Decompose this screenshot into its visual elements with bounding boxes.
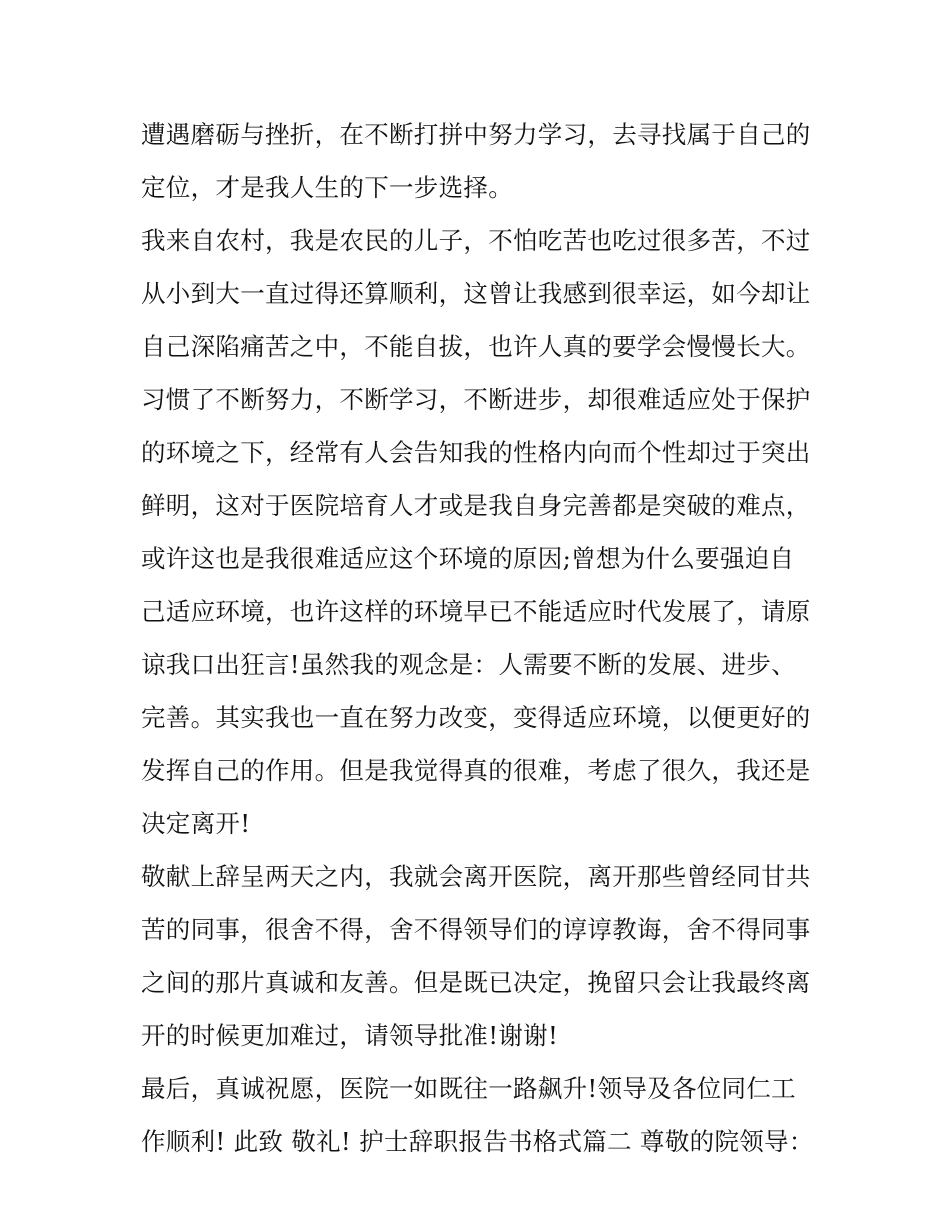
- text-line: 苦的同事，很舍不得，舍不得领导们的谆谆教诲，舍不得同事: [141, 915, 811, 944]
- text-line: 决定离开!: [141, 809, 251, 838]
- text-line: 从小到大一直过得还算顺利，这曾让我感到很幸运，如今却让: [141, 279, 811, 308]
- document-page: [141, 108, 821, 1168]
- text-line: 遭遇磨砺与挫折，在不断打拼中努力学习，去寻找属于自己的: [141, 120, 811, 149]
- text-line: 己适应环境，也许这样的环境早已不能适应时代发展了，请原: [141, 597, 811, 626]
- text-line: 完善。其实我也一直在努力改变，变得适应环境，以便更好的: [141, 703, 811, 732]
- text-line: 鲜明，这对于医院培育人才或是我自身完善都是突破的难点，: [141, 491, 811, 520]
- text-line: 敬献上辞呈两天之内，我就会离开医院，离开那些曾经同甘共: [141, 862, 811, 891]
- text-line: 我来自农村，我是农民的儿子，不怕吃苦也吃过很多苦，不过: [141, 226, 811, 255]
- text-line: 自己深陷痛苦之中，不能自拔，也许人真的要学会慢慢长大。: [141, 332, 811, 361]
- paragraph-background: [141, 214, 821, 850]
- text-line: 发挥自己的作用。但是我觉得真的很难，考虑了很久，我还是: [141, 756, 811, 785]
- text-line: 定位，才是我人生的下一步选择。: [141, 173, 513, 202]
- text-line: 最后，真诚祝愿，医院一如既往一路飙升!领导及各位同仁工: [141, 1074, 796, 1103]
- text-line: 的环境之下，经常有人会告知我的性格内向而个性却过于突出: [141, 438, 811, 467]
- text-line: 之间的那片真诚和友善。但是既已决定，挽留只会让我最终离: [141, 968, 811, 997]
- paragraph-closing: [141, 1062, 821, 1168]
- text-line: 作顺利! 此致 敬礼! 护士辞职报告书格式篇二 尊敬的院领导：: [141, 1127, 814, 1156]
- paragraph-resignation-notice: [141, 850, 821, 1062]
- paragraph-career-choice: [141, 108, 821, 214]
- text-line: 或许这也是我很难适应这个环境的原因;曾想为什么要强迫自: [141, 544, 795, 573]
- text-line: 谅我口出狂言!虽然我的观念是：人需要不断的发展、进步、: [141, 650, 796, 679]
- text-line: 习惯了不断努力，不断学习，不断进步，却很难适应处于保护: [141, 385, 811, 414]
- text-line: 开的时候更加难过，请领导批准!谢谢!: [141, 1021, 559, 1050]
